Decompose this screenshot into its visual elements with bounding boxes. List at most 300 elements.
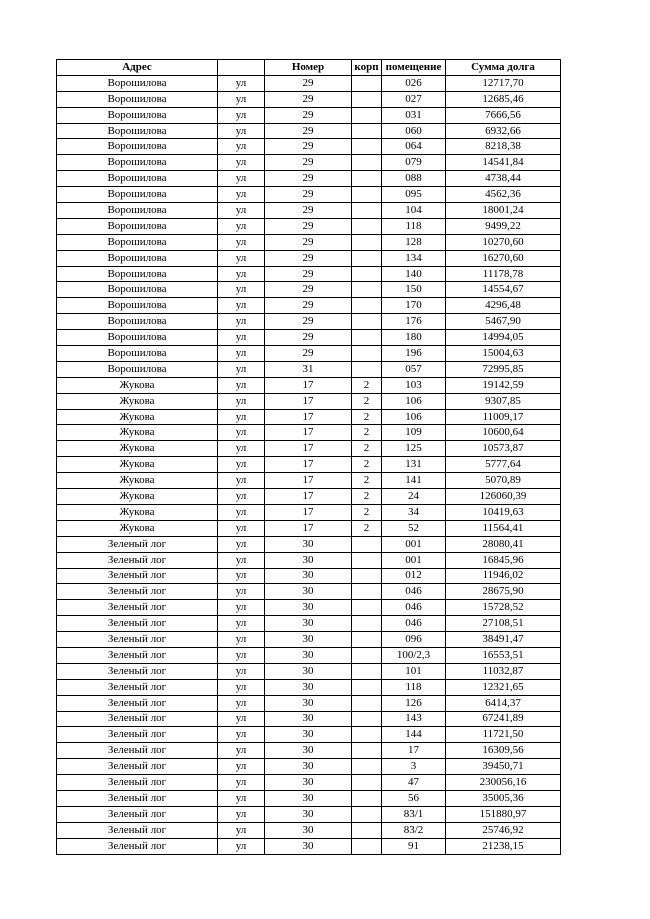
cell-building bbox=[352, 107, 382, 123]
cell-street: Ворошилова bbox=[57, 314, 218, 330]
cell-debt-amount: 39450,71 bbox=[446, 759, 561, 775]
cell-debt-amount: 4738,44 bbox=[446, 171, 561, 187]
cell-premises: 83/2 bbox=[382, 822, 446, 838]
cell-debt-amount: 19142,59 bbox=[446, 377, 561, 393]
cell-street: Зеленый лог bbox=[57, 806, 218, 822]
cell-building bbox=[352, 155, 382, 171]
cell-debt-amount: 67241,89 bbox=[446, 711, 561, 727]
cell-building bbox=[352, 600, 382, 616]
cell-building bbox=[352, 234, 382, 250]
table-row bbox=[57, 139, 561, 155]
cell-building bbox=[352, 552, 382, 568]
cell-premises: 125 bbox=[382, 441, 446, 457]
cell-building bbox=[352, 759, 382, 775]
cell-debt-amount: 28675,90 bbox=[446, 584, 561, 600]
cell-debt-amount: 230056,16 bbox=[446, 775, 561, 791]
cell-premises: 118 bbox=[382, 218, 446, 234]
table-row bbox=[57, 536, 561, 552]
cell-street-type: ул bbox=[218, 298, 265, 314]
cell-house-number: 31 bbox=[265, 361, 352, 377]
cell-house-number: 17 bbox=[265, 489, 352, 505]
cell-debt-amount: 16845,96 bbox=[446, 552, 561, 568]
cell-premises: 180 bbox=[382, 330, 446, 346]
table-row bbox=[57, 711, 561, 727]
cell-house-number: 30 bbox=[265, 727, 352, 743]
table-row bbox=[57, 107, 561, 123]
cell-street: Жукова bbox=[57, 473, 218, 489]
cell-premises: 134 bbox=[382, 250, 446, 266]
debt-sheet bbox=[56, 59, 560, 855]
cell-building: 2 bbox=[352, 504, 382, 520]
table-row bbox=[57, 298, 561, 314]
cell-street: Жукова bbox=[57, 393, 218, 409]
cell-premises: 027 bbox=[382, 91, 446, 107]
cell-premises: 176 bbox=[382, 314, 446, 330]
cell-house-number: 30 bbox=[265, 632, 352, 648]
cell-building: 2 bbox=[352, 441, 382, 457]
cell-building bbox=[352, 806, 382, 822]
cell-street-type: ул bbox=[218, 838, 265, 854]
cell-street: Зеленый лог bbox=[57, 647, 218, 663]
cell-house-number: 30 bbox=[265, 616, 352, 632]
cell-house-number: 29 bbox=[265, 298, 352, 314]
cell-street-type: ул bbox=[218, 647, 265, 663]
cell-house-number: 17 bbox=[265, 441, 352, 457]
cell-street: Зеленый лог bbox=[57, 663, 218, 679]
cell-street: Ворошилова bbox=[57, 139, 218, 155]
table-row bbox=[57, 663, 561, 679]
cell-premises: 47 bbox=[382, 775, 446, 791]
cell-premises: 046 bbox=[382, 616, 446, 632]
cell-premises: 150 bbox=[382, 282, 446, 298]
cell-street-type: ул bbox=[218, 632, 265, 648]
cell-street: Зеленый лог bbox=[57, 822, 218, 838]
cell-building bbox=[352, 250, 382, 266]
cell-premises: 001 bbox=[382, 552, 446, 568]
cell-building bbox=[352, 743, 382, 759]
cell-building bbox=[352, 822, 382, 838]
cell-street-type: ул bbox=[218, 393, 265, 409]
table-row bbox=[57, 377, 561, 393]
cell-street-type: ул bbox=[218, 203, 265, 219]
cell-debt-amount: 12321,65 bbox=[446, 679, 561, 695]
cell-debt-amount: 10573,87 bbox=[446, 441, 561, 457]
cell-street-type: ул bbox=[218, 679, 265, 695]
cell-street: Жукова bbox=[57, 504, 218, 520]
table-row bbox=[57, 806, 561, 822]
table-row bbox=[57, 743, 561, 759]
cell-premises: 060 bbox=[382, 123, 446, 139]
cell-building: 2 bbox=[352, 425, 382, 441]
header-building: корп bbox=[352, 60, 382, 76]
cell-street-type: ул bbox=[218, 234, 265, 250]
cell-street-type: ул bbox=[218, 139, 265, 155]
cell-building: 2 bbox=[352, 393, 382, 409]
cell-premises: 109 bbox=[382, 425, 446, 441]
cell-house-number: 30 bbox=[265, 695, 352, 711]
table-row bbox=[57, 234, 561, 250]
cell-street: Ворошилова bbox=[57, 330, 218, 346]
table-header bbox=[57, 60, 561, 76]
cell-debt-amount: 35005,36 bbox=[446, 790, 561, 806]
cell-house-number: 30 bbox=[265, 647, 352, 663]
cell-building bbox=[352, 139, 382, 155]
cell-house-number: 17 bbox=[265, 457, 352, 473]
cell-street: Зеленый лог bbox=[57, 552, 218, 568]
cell-premises: 144 bbox=[382, 727, 446, 743]
cell-street-type: ул bbox=[218, 218, 265, 234]
cell-street-type: ул bbox=[218, 489, 265, 505]
cell-house-number: 29 bbox=[265, 250, 352, 266]
cell-debt-amount: 14541,84 bbox=[446, 155, 561, 171]
cell-building bbox=[352, 266, 382, 282]
table-row bbox=[57, 250, 561, 266]
cell-debt-amount: 14554,67 bbox=[446, 282, 561, 298]
table-row bbox=[57, 218, 561, 234]
cell-debt-amount: 12717,70 bbox=[446, 75, 561, 91]
cell-street-type: ул bbox=[218, 457, 265, 473]
cell-street-type: ул bbox=[218, 155, 265, 171]
cell-street: Ворошилова bbox=[57, 234, 218, 250]
cell-house-number: 29 bbox=[265, 107, 352, 123]
table-row bbox=[57, 155, 561, 171]
cell-premises: 057 bbox=[382, 361, 446, 377]
table-row bbox=[57, 600, 561, 616]
table-row bbox=[57, 91, 561, 107]
cell-house-number: 29 bbox=[265, 218, 352, 234]
cell-premises: 026 bbox=[382, 75, 446, 91]
cell-building bbox=[352, 647, 382, 663]
cell-building bbox=[352, 346, 382, 362]
cell-debt-amount: 27108,51 bbox=[446, 616, 561, 632]
cell-premises: 079 bbox=[382, 155, 446, 171]
cell-building bbox=[352, 632, 382, 648]
table-body bbox=[57, 75, 561, 854]
table-row bbox=[57, 616, 561, 632]
table-row bbox=[57, 647, 561, 663]
cell-house-number: 29 bbox=[265, 314, 352, 330]
cell-street-type: ул bbox=[218, 711, 265, 727]
cell-premises: 170 bbox=[382, 298, 446, 314]
table-row bbox=[57, 695, 561, 711]
cell-building bbox=[352, 171, 382, 187]
cell-building bbox=[352, 790, 382, 806]
cell-premises: 17 bbox=[382, 743, 446, 759]
table-row bbox=[57, 822, 561, 838]
cell-street: Ворошилова bbox=[57, 187, 218, 203]
cell-debt-amount: 5467,90 bbox=[446, 314, 561, 330]
cell-street: Ворошилова bbox=[57, 250, 218, 266]
cell-street-type: ул bbox=[218, 822, 265, 838]
cell-premises: 101 bbox=[382, 663, 446, 679]
cell-debt-amount: 11178,78 bbox=[446, 266, 561, 282]
cell-building: 2 bbox=[352, 409, 382, 425]
cell-house-number: 17 bbox=[265, 504, 352, 520]
cell-building: 2 bbox=[352, 377, 382, 393]
cell-premises: 118 bbox=[382, 679, 446, 695]
cell-street: Зеленый лог bbox=[57, 790, 218, 806]
cell-house-number: 30 bbox=[265, 759, 352, 775]
cell-street-type: ул bbox=[218, 520, 265, 536]
cell-street-type: ул bbox=[218, 727, 265, 743]
cell-street-type: ул bbox=[218, 425, 265, 441]
cell-street-type: ул bbox=[218, 123, 265, 139]
cell-building bbox=[352, 203, 382, 219]
table-row bbox=[57, 568, 561, 584]
cell-street-type: ул bbox=[218, 775, 265, 791]
cell-debt-amount: 5777,64 bbox=[446, 457, 561, 473]
table-row bbox=[57, 473, 561, 489]
cell-building: 2 bbox=[352, 473, 382, 489]
table-row bbox=[57, 457, 561, 473]
cell-building bbox=[352, 91, 382, 107]
cell-building bbox=[352, 663, 382, 679]
cell-building bbox=[352, 330, 382, 346]
cell-building bbox=[352, 298, 382, 314]
table-row bbox=[57, 203, 561, 219]
cell-premises: 031 bbox=[382, 107, 446, 123]
table-row bbox=[57, 282, 561, 298]
cell-building bbox=[352, 282, 382, 298]
cell-house-number: 17 bbox=[265, 409, 352, 425]
cell-premises: 046 bbox=[382, 600, 446, 616]
cell-house-number: 30 bbox=[265, 584, 352, 600]
cell-debt-amount: 6932,66 bbox=[446, 123, 561, 139]
cell-premises: 046 bbox=[382, 584, 446, 600]
cell-street-type: ул bbox=[218, 314, 265, 330]
header-address: Адрес bbox=[57, 60, 218, 76]
cell-debt-amount: 16270,60 bbox=[446, 250, 561, 266]
cell-street-type: ул bbox=[218, 663, 265, 679]
cell-street-type: ул bbox=[218, 473, 265, 489]
cell-debt-amount: 11032,87 bbox=[446, 663, 561, 679]
cell-premises: 56 bbox=[382, 790, 446, 806]
table-row bbox=[57, 314, 561, 330]
table-row bbox=[57, 409, 561, 425]
cell-debt-amount: 7666,56 bbox=[446, 107, 561, 123]
cell-building bbox=[352, 711, 382, 727]
cell-street-type: ул bbox=[218, 361, 265, 377]
cell-house-number: 30 bbox=[265, 568, 352, 584]
cell-house-number: 30 bbox=[265, 711, 352, 727]
cell-premises: 24 bbox=[382, 489, 446, 505]
cell-debt-amount: 15004,63 bbox=[446, 346, 561, 362]
cell-debt-amount: 38491,47 bbox=[446, 632, 561, 648]
cell-premises: 128 bbox=[382, 234, 446, 250]
cell-street-type: ул bbox=[218, 806, 265, 822]
cell-house-number: 17 bbox=[265, 520, 352, 536]
cell-house-number: 29 bbox=[265, 75, 352, 91]
cell-debt-amount: 16553,51 bbox=[446, 647, 561, 663]
cell-street-type: ул bbox=[218, 441, 265, 457]
cell-debt-amount: 16309,56 bbox=[446, 743, 561, 759]
cell-premises: 196 bbox=[382, 346, 446, 362]
cell-building bbox=[352, 187, 382, 203]
cell-premises: 001 bbox=[382, 536, 446, 552]
cell-premises: 095 bbox=[382, 187, 446, 203]
cell-street: Жукова bbox=[57, 457, 218, 473]
cell-debt-amount: 11564,41 bbox=[446, 520, 561, 536]
cell-debt-amount: 10600,64 bbox=[446, 425, 561, 441]
cell-debt-amount: 25746,92 bbox=[446, 822, 561, 838]
cell-street: Зеленый лог bbox=[57, 759, 218, 775]
cell-street-type: ул bbox=[218, 695, 265, 711]
cell-debt-amount: 15728,52 bbox=[446, 600, 561, 616]
cell-building bbox=[352, 616, 382, 632]
cell-street-type: ул bbox=[218, 377, 265, 393]
cell-premises: 52 bbox=[382, 520, 446, 536]
header-house-number: Номер bbox=[265, 60, 352, 76]
cell-street: Зеленый лог bbox=[57, 584, 218, 600]
cell-house-number: 29 bbox=[265, 282, 352, 298]
cell-house-number: 30 bbox=[265, 790, 352, 806]
cell-premises: 088 bbox=[382, 171, 446, 187]
table-row bbox=[57, 361, 561, 377]
cell-debt-amount: 10419,63 bbox=[446, 504, 561, 520]
cell-premises: 143 bbox=[382, 711, 446, 727]
cell-premises: 096 bbox=[382, 632, 446, 648]
table-row bbox=[57, 441, 561, 457]
cell-street-type: ул bbox=[218, 171, 265, 187]
cell-house-number: 30 bbox=[265, 679, 352, 695]
cell-house-number: 29 bbox=[265, 139, 352, 155]
cell-street: Жукова bbox=[57, 441, 218, 457]
cell-building bbox=[352, 727, 382, 743]
cell-debt-amount: 72995,85 bbox=[446, 361, 561, 377]
cell-premises: 126 bbox=[382, 695, 446, 711]
cell-building bbox=[352, 123, 382, 139]
cell-house-number: 17 bbox=[265, 473, 352, 489]
cell-house-number: 29 bbox=[265, 203, 352, 219]
cell-debt-amount: 4562,36 bbox=[446, 187, 561, 203]
cell-house-number: 29 bbox=[265, 91, 352, 107]
table-row bbox=[57, 489, 561, 505]
cell-house-number: 29 bbox=[265, 346, 352, 362]
cell-street-type: ул bbox=[218, 282, 265, 298]
cell-debt-amount: 10270,60 bbox=[446, 234, 561, 250]
cell-house-number: 30 bbox=[265, 775, 352, 791]
cell-premises: 064 bbox=[382, 139, 446, 155]
cell-building bbox=[352, 314, 382, 330]
cell-street: Зеленый лог bbox=[57, 743, 218, 759]
table-row bbox=[57, 171, 561, 187]
debt-table bbox=[56, 59, 561, 855]
table-row bbox=[57, 632, 561, 648]
cell-house-number: 17 bbox=[265, 425, 352, 441]
cell-debt-amount: 11009,17 bbox=[446, 409, 561, 425]
table-row bbox=[57, 520, 561, 536]
cell-debt-amount: 11721,50 bbox=[446, 727, 561, 743]
cell-street: Ворошилова bbox=[57, 218, 218, 234]
cell-house-number: 29 bbox=[265, 266, 352, 282]
cell-building bbox=[352, 361, 382, 377]
cell-street: Зеленый лог bbox=[57, 775, 218, 791]
cell-street-type: ул bbox=[218, 330, 265, 346]
cell-building bbox=[352, 536, 382, 552]
cell-street: Зеленый лог bbox=[57, 727, 218, 743]
table-row bbox=[57, 759, 561, 775]
cell-street-type: ул bbox=[218, 552, 265, 568]
cell-street-type: ул bbox=[218, 504, 265, 520]
cell-street: Ворошилова bbox=[57, 155, 218, 171]
cell-street: Зеленый лог bbox=[57, 536, 218, 552]
cell-premises: 131 bbox=[382, 457, 446, 473]
cell-street: Зеленый лог bbox=[57, 679, 218, 695]
cell-debt-amount: 151880,97 bbox=[446, 806, 561, 822]
cell-street: Ворошилова bbox=[57, 282, 218, 298]
cell-street-type: ул bbox=[218, 75, 265, 91]
cell-house-number: 29 bbox=[265, 330, 352, 346]
cell-street: Ворошилова bbox=[57, 91, 218, 107]
cell-street-type: ул bbox=[218, 743, 265, 759]
cell-building: 2 bbox=[352, 457, 382, 473]
cell-house-number: 30 bbox=[265, 806, 352, 822]
header-debt-amount: Сумма долга bbox=[446, 60, 561, 76]
cell-street-type: ул bbox=[218, 187, 265, 203]
cell-house-number: 30 bbox=[265, 536, 352, 552]
cell-house-number: 30 bbox=[265, 552, 352, 568]
cell-street: Ворошилова bbox=[57, 123, 218, 139]
cell-debt-amount: 4296,48 bbox=[446, 298, 561, 314]
cell-street-type: ул bbox=[218, 616, 265, 632]
cell-premises: 100/2,3 bbox=[382, 647, 446, 663]
table-row bbox=[57, 123, 561, 139]
cell-building: 2 bbox=[352, 520, 382, 536]
table-row bbox=[57, 266, 561, 282]
cell-premises: 012 bbox=[382, 568, 446, 584]
cell-building bbox=[352, 568, 382, 584]
cell-street: Зеленый лог bbox=[57, 711, 218, 727]
cell-debt-amount: 9499,22 bbox=[446, 218, 561, 234]
cell-debt-amount: 18001,24 bbox=[446, 203, 561, 219]
header-row bbox=[57, 60, 561, 76]
cell-house-number: 30 bbox=[265, 822, 352, 838]
cell-building bbox=[352, 775, 382, 791]
cell-street-type: ул bbox=[218, 790, 265, 806]
cell-debt-amount: 12685,46 bbox=[446, 91, 561, 107]
cell-premises: 140 bbox=[382, 266, 446, 282]
cell-street: Ворошилова bbox=[57, 203, 218, 219]
cell-street: Жукова bbox=[57, 520, 218, 536]
cell-street-type: ул bbox=[218, 584, 265, 600]
cell-building bbox=[352, 838, 382, 854]
cell-street: Жукова bbox=[57, 425, 218, 441]
cell-premises: 3 bbox=[382, 759, 446, 775]
cell-street-type: ул bbox=[218, 568, 265, 584]
cell-debt-amount: 5070,89 bbox=[446, 473, 561, 489]
cell-premises: 106 bbox=[382, 409, 446, 425]
table-row bbox=[57, 393, 561, 409]
cell-building bbox=[352, 584, 382, 600]
cell-street: Зеленый лог bbox=[57, 616, 218, 632]
cell-street-type: ул bbox=[218, 536, 265, 552]
cell-street: Ворошилова bbox=[57, 75, 218, 91]
cell-premises: 91 bbox=[382, 838, 446, 854]
cell-street: Ворошилова bbox=[57, 266, 218, 282]
cell-street-type: ул bbox=[218, 250, 265, 266]
table-row bbox=[57, 584, 561, 600]
cell-house-number: 29 bbox=[265, 155, 352, 171]
cell-street-type: ул bbox=[218, 107, 265, 123]
cell-building bbox=[352, 679, 382, 695]
cell-debt-amount: 6414,37 bbox=[446, 695, 561, 711]
cell-house-number: 30 bbox=[265, 663, 352, 679]
cell-street: Зеленый лог bbox=[57, 568, 218, 584]
cell-house-number: 30 bbox=[265, 600, 352, 616]
cell-street: Ворошилова bbox=[57, 171, 218, 187]
cell-house-number: 29 bbox=[265, 171, 352, 187]
cell-street-type: ул bbox=[218, 346, 265, 362]
